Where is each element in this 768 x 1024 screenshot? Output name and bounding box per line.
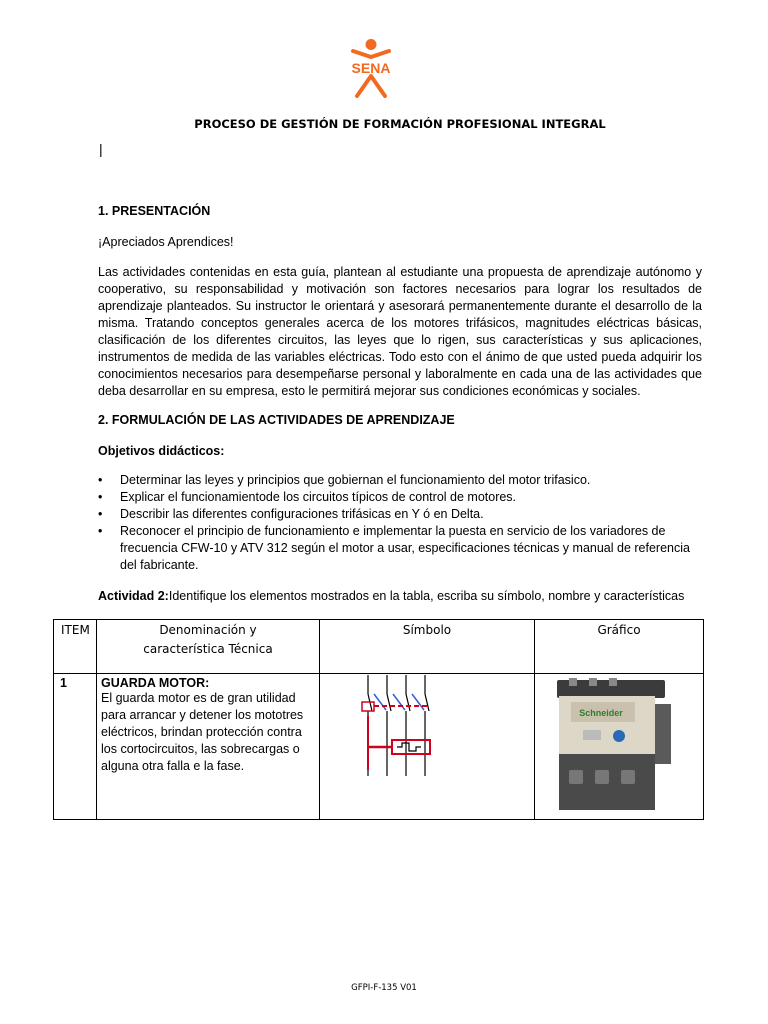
elements-table: [53, 619, 704, 820]
greeting-text: ¡Apreciados Aprendices!: [98, 235, 234, 249]
item-description: El guarda motor es de gran utilidad para arrancar y detener los mototres eléctricos, brindan protección contra los cortocircuitos, las sobrecargas o alguna otra falla e la fase.: [101, 691, 304, 773]
list-item: [98, 472, 702, 489]
objective-text: Reconocer el principio de funcionamiento e implementar la puesta en servicio de los variadores de frecuencia CFW-10 y ATV 312 según el motor a usar, especificaciones técnicas y manual de referencia del fabricante.: [120, 524, 690, 572]
list-item: [98, 506, 702, 523]
sena-logo: [343, 38, 399, 98]
item-number: 1: [54, 674, 97, 820]
motor-guard-photo: [535, 674, 704, 814]
section-formulacion-heading: 2. FORMULACIÓN DE LAS ACTIVIDADES DE APRENDIZAJE: [98, 413, 455, 427]
bullet: •: [98, 507, 103, 521]
objective-text: Explicar el funcionamientode los circuitos típicos de control de motores.: [120, 490, 517, 504]
bullet: •: [98, 524, 103, 538]
graphic-cell: [535, 674, 704, 820]
activity-text: Identifique los elementos mostrados en la tabla, escriba su símbolo, nombre y características: [168, 589, 685, 603]
table-header-row: [54, 620, 704, 674]
document-header-title: PROCESO DE GESTIÓN DE FORMACIÓN PROFESIONAL INTEGRAL: [194, 117, 606, 131]
item-description-cell: [97, 674, 320, 820]
objective-text: Determinar las leyes y principios que gobiernan el funcionamiento del motor trifasico.: [120, 473, 591, 487]
form-code: GFPI-F-135 V01: [351, 983, 417, 993]
item-title: GUARDA MOTOR:: [101, 676, 210, 690]
header-simbolo: Símbolo: [320, 620, 535, 674]
header-item: ITEM: [54, 620, 97, 674]
activity-instruction: [98, 589, 684, 603]
section-presentacion-heading: 1. PRESENTACIÓN: [98, 204, 211, 218]
motor-guard-symbol: [320, 674, 535, 814]
symbol-cell: [320, 674, 535, 820]
list-item: [98, 523, 702, 574]
objectives-heading: Objetivos didácticos:: [98, 444, 225, 458]
bullet: •: [98, 473, 103, 487]
logo-text: SENA: [351, 60, 391, 76]
list-item: [98, 489, 702, 506]
objective-text: Describir las diferentes configuraciones trifásicas en Y ó en Delta.: [120, 507, 484, 521]
activity-label: Actividad 2:: [98, 589, 169, 603]
header-denominacion-text: Denominación y característica Técnica: [143, 623, 273, 656]
table-row: [54, 674, 704, 820]
bullet: •: [98, 490, 103, 504]
header-denominacion: [97, 620, 320, 674]
header-grafico: Gráfico: [535, 620, 704, 674]
objectives-list: [98, 472, 702, 574]
presentacion-body: Las actividades contenidas en esta guía, plantean al estudiante una propuesta de aprendizaje autónomo y cooperativo, su responsabilidad y motivación son factores necesarios para lograr los resultados de aprendizaje planteados. Su instructor le orientará y asesorará permanentemente durante el desarrollo de la misma. Tratando conceptos generales acerca de los motores trifásicos, magnitudes eléctricas básicas, clasificación de los diferentes circuitos, las leyes que lo rigen, sus características y sus aplicaciones, instrumentos de medida de las variables eléctricas. Todo esto con el ánimo de que usted pueda adquirir los conocimientos necesarios para desempeñarse personal y laboralmente en cada una de las actividades que deba desarrollar en su empresa, esto le permitirá mejorar sus condiciones económicas y sociales.: [98, 265, 702, 398]
device-brand: Schneider: [579, 708, 623, 718]
text-cursor: |: [99, 141, 103, 157]
